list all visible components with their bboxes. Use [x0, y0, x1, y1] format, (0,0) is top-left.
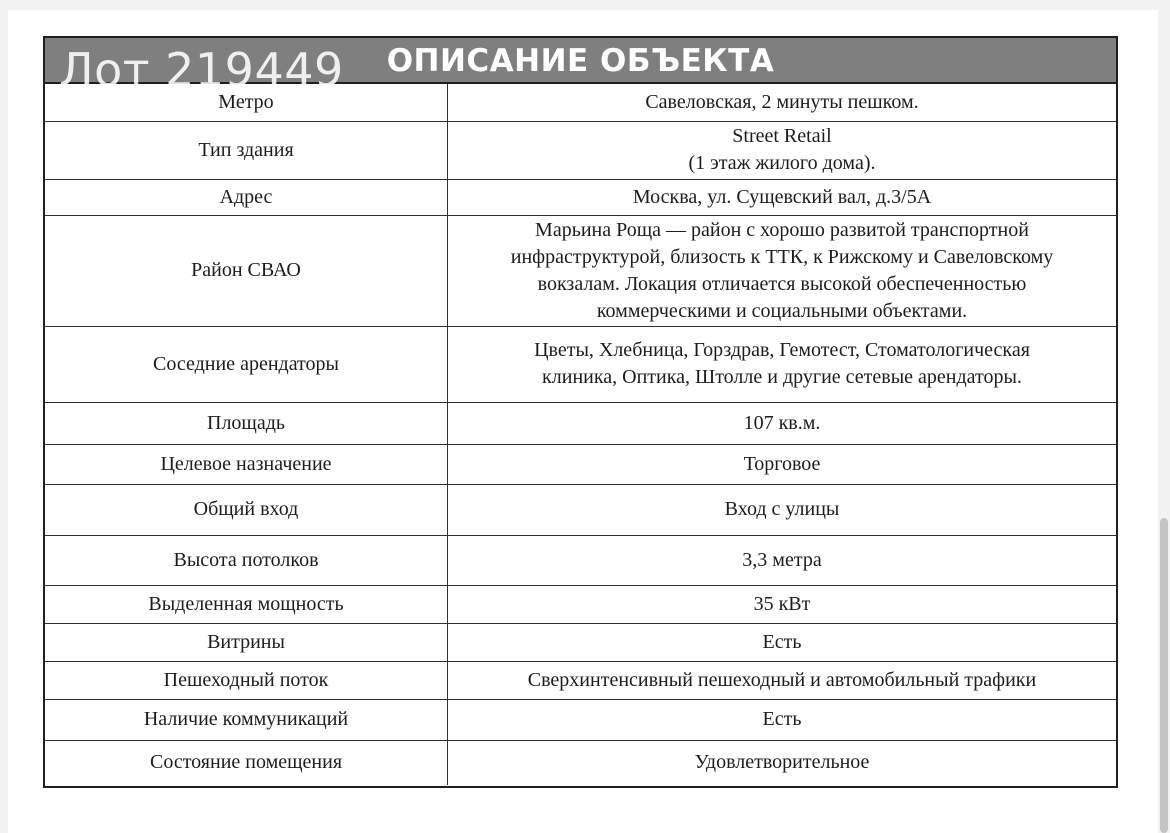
row-label: Метро [45, 84, 448, 121]
row-label: Площадь [45, 402, 448, 444]
property-table [45, 84, 1116, 785]
row-value [448, 484, 1117, 535]
row-value-line: Сверхинтенсивный пешеходный и автомобильный трафики [527, 668, 1037, 691]
row-value [448, 444, 1117, 484]
row-value [448, 661, 1117, 699]
row-value-line: Вход с улицы [724, 498, 840, 520]
row-value-line: инфраструктурой, близость к ТТК, к Рижскому и Савеловскому [510, 245, 1054, 268]
row-label: Выделенная мощность [45, 585, 448, 623]
row-value [448, 402, 1117, 444]
row-label: Состояние помещения [45, 740, 448, 785]
row-label: Тип здания [45, 121, 448, 179]
table-title: ОПИСАНИЕ ОБЪЕКТА [386, 43, 775, 79]
row-label: Адрес [45, 179, 448, 215]
row-value [448, 699, 1117, 740]
table-row-foot-traffic [45, 661, 1116, 699]
scrollbar-thumb[interactable] [1160, 518, 1168, 833]
row-value-line: 35 кВт [753, 592, 811, 615]
row-value [448, 585, 1117, 623]
row-value-line: Есть [762, 708, 802, 730]
table-row-ceiling-height [45, 535, 1116, 585]
row-value [448, 215, 1117, 326]
table-row-area [45, 402, 1116, 444]
row-label: Пешеходный поток [45, 661, 448, 699]
table-row-entrance [45, 484, 1116, 535]
row-label: Наличие коммуникаций [45, 699, 448, 740]
row-value-line: Цветы, Хлебница, Горздрав, Гемотест, Стоматологическая [534, 339, 1030, 361]
row-value-line: Торговое [743, 452, 821, 475]
row-value-line: Есть [762, 630, 802, 653]
row-value [448, 623, 1117, 661]
row-value-line: 3,3 метра [742, 548, 822, 571]
table-row-condition [45, 740, 1116, 785]
row-value [448, 121, 1117, 179]
row-value-line: Москва, ул. Сущевский вал, д.3/5А [632, 185, 932, 208]
row-value-line: вокзалам. Локация отличается высокой обеспеченностью [537, 272, 1027, 295]
row-label: Целевое назначение [45, 444, 448, 484]
table-row-building-type [45, 121, 1116, 179]
table-row-district [45, 215, 1116, 326]
row-value-line: Савеловская, 2 минуты пешком. [645, 90, 919, 113]
row-label: Район СВАО [45, 215, 448, 326]
row-value [448, 84, 1117, 121]
table-row-address [45, 179, 1116, 215]
table-row-power [45, 585, 1116, 623]
row-value [448, 740, 1117, 785]
row-value-line: (1 этаж жилого дома). [688, 152, 876, 174]
table-row-shop-windows [45, 623, 1116, 661]
row-label: Общий вход [45, 484, 448, 535]
row-value-line: Street Retail [732, 125, 832, 147]
row-value-line: коммерческими и социальными объектами. [596, 299, 968, 322]
table-row-neighbor-tenants [45, 326, 1116, 402]
row-value-line: Марьина Роща — район с хорошо развитой транспортной [535, 218, 1029, 241]
row-value-line: Удовлетворительное [694, 751, 870, 774]
row-value [448, 535, 1117, 585]
table-row-utilities [45, 699, 1116, 740]
row-value [448, 326, 1117, 402]
row-label: Соседние арендаторы [45, 326, 448, 402]
row-value-line: клиника, Оптика, Штолле и другие сетевые арендаторы. [542, 366, 1022, 388]
row-value-line: 107 кв.м. [743, 411, 821, 434]
lot-number-watermark: Лот 219449 [59, 43, 344, 97]
row-label: Высота потолков [45, 535, 448, 585]
row-value [448, 179, 1117, 215]
object-description-table [43, 36, 1118, 788]
table-row-purpose [45, 444, 1116, 484]
row-label: Витрины [45, 623, 448, 661]
